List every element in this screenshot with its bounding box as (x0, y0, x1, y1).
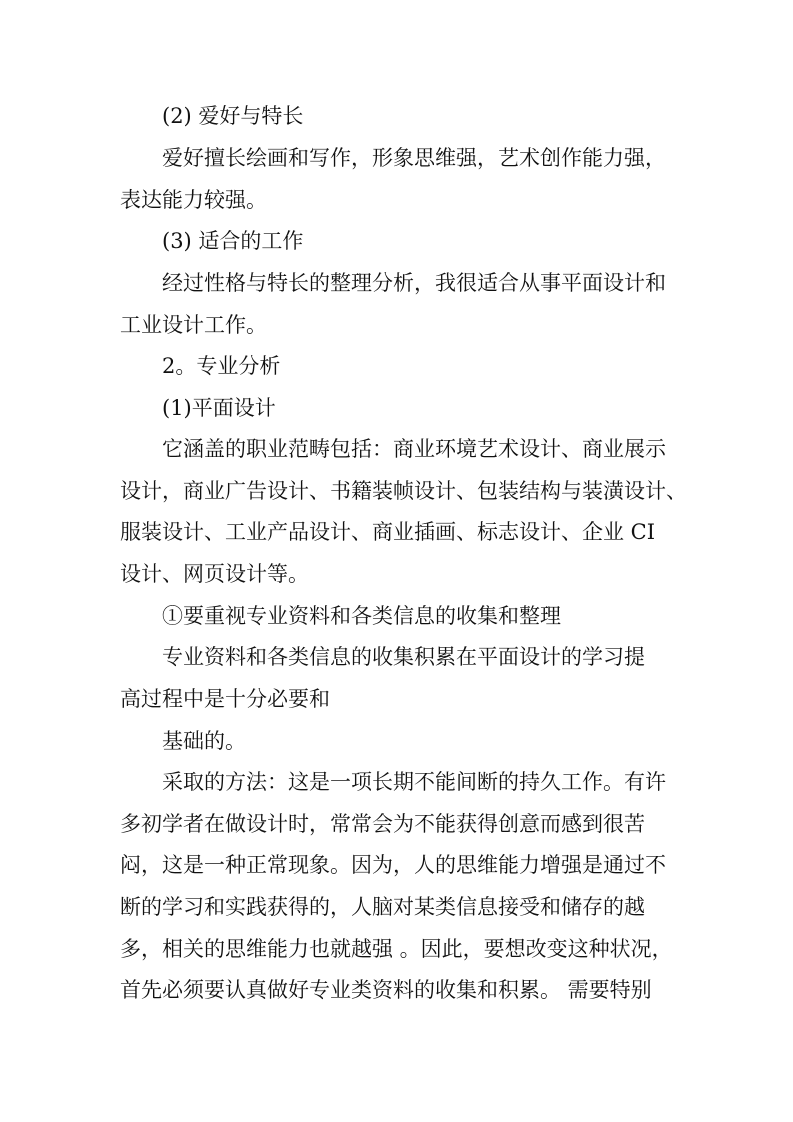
paragraph-line: 设计、网页设计等。 (120, 562, 309, 586)
section-heading-hobbies: (2) 爱好与特长 (162, 104, 304, 128)
paragraph-line: 服装设计、工业产品设计、商业插画、标志设计、企业 CI (120, 520, 656, 544)
paragraph-line: 多初学者在做设计时，常常会为不能获得创意而感到很苦 (120, 812, 645, 836)
paragraph-line: 它涵盖的职业范畴包括：商业环境艺术设计、商业展示 (162, 437, 666, 461)
section-heading-major-analysis: 2。专业分析 (162, 354, 281, 378)
paragraph-line: 专业资料和各类信息的收集积累在平面设计的学习提 (162, 645, 645, 669)
paragraph-line: 断的学习和实践获得的，人脑对某类信息接受和储存的越 (120, 895, 645, 919)
paragraph-line: 多，相关的思维能力也就越强 。因此，要想改变这种状况， (120, 937, 673, 961)
list-item-heading: ①要重视专业资料和各类信息的收集和整理 (162, 604, 561, 628)
paragraph-line: 采取的方法：这是一项长期不能间断的持久工作。有许 (162, 770, 666, 794)
paragraph-line: 基础的。 (162, 729, 246, 753)
subsection-heading-graphic-design: (1)平面设计 (162, 396, 276, 420)
paragraph-line: 闷，这是一种正常现象。因为，人的思维能力增强是通过不 (120, 853, 666, 877)
paragraph-line: 高过程中是十分必要和 (120, 687, 330, 711)
paragraph-line: 经过性格与特长的整理分析，我很适合从事平面设计和 (162, 271, 666, 295)
section-heading-suitable-work: (3) 适合的工作 (162, 229, 304, 253)
paragraph-line: 设计，商业广告设计、书籍装帧设计、包装结构与装潢设计、 (120, 479, 687, 503)
paragraph-line: 首先必须要认真做好专业类资料的收集和积累。 需要特别 (120, 978, 652, 1002)
paragraph-line: 表达能力较强。 (120, 188, 267, 212)
paragraph-line: 爱好擅长绘画和写作，形象思维强，艺术创作能力强， (162, 146, 666, 170)
paragraph-line: 工业设计工作。 (120, 313, 267, 337)
